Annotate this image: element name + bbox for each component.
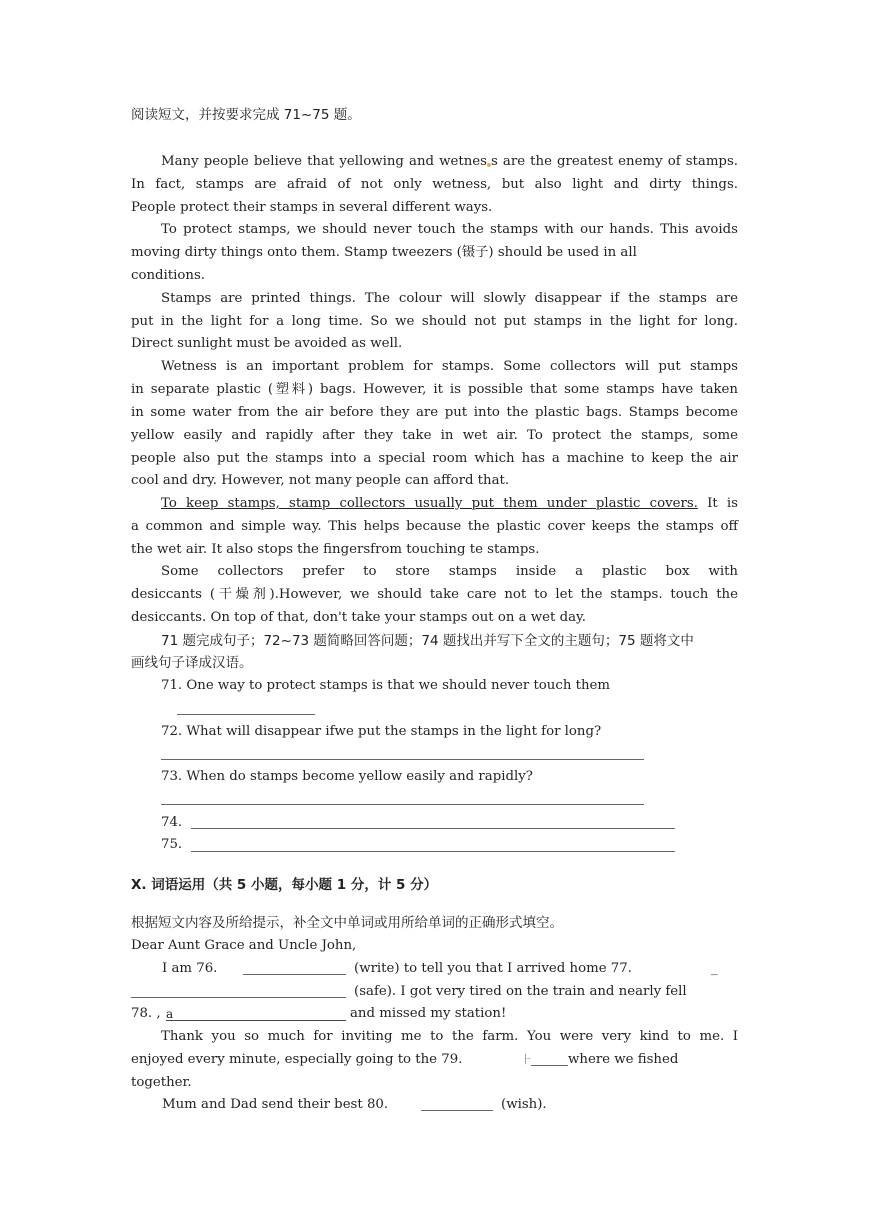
letter-line5-end: where we fished [568, 1052, 679, 1067]
passage-p6-line2: desiccants (干燥剂).However, we should take care not to let the stamps. touch the [131, 587, 738, 602]
blank-80[interactable] [421, 1110, 493, 1111]
passage-p2-line1: To protect stamps, we should never touch the stamps with our hands. This avoids [161, 222, 738, 237]
letter-salutation: Dear Aunt Grace and Uncle John, [131, 938, 357, 953]
passage-p6-line1: Some collectors prefer to store stamps inside a plastic box with [161, 564, 738, 579]
answer-line-73[interactable] [161, 804, 644, 805]
letter-line7-end: (wish). [501, 1097, 547, 1112]
section-x-instruction: 根据短文内容及所给提示，补全文中单词或用所给单词的正确形式填空。 [131, 915, 563, 931]
letter-line1-start: I am 76. [162, 961, 218, 976]
passage-p5-line1 [161, 495, 738, 513]
letter-line2-text: (safe). I got very tired on the train and nearly fell [354, 984, 687, 999]
task-instruction-line1: 71 题完成句子；72~73 题简略回答问题；74 题找出并写下全文的主题句；75 题将文中 [161, 633, 694, 649]
reading-instruction: 阅读短文，并按要求完成 71~75 题。 [131, 107, 361, 123]
passage-p2-line2: moving dirty things onto them. Stamp tweezers (镊子) should be used in all [131, 245, 637, 260]
passage-p4-line5: people also put the stamps into a special room which has a machine to keep the air [131, 451, 738, 466]
letter-line7-start: Mum and Dad send their best 80. [162, 1097, 389, 1112]
answer-line-71[interactable] [177, 714, 315, 715]
passage-p3-line1: Stamps are printed things. The colour will slowly disappear if the stamps are [161, 291, 738, 306]
passage-p1-line3: People protect their stamps in several different ways. [131, 200, 493, 215]
underlined-sentence: To keep stamps, stamp collectors usually put them under plastic covers. [161, 496, 698, 511]
blank-76[interactable] [243, 974, 346, 975]
question-75-label: 75. [161, 837, 183, 852]
blank-78[interactable]: a [166, 1005, 346, 1021]
question-73: 73. When do stamps become yellow easily and rapidly? [161, 769, 533, 784]
passage-p6-line3: desiccants. On top of that, don't take your stamps out on a wet day. [131, 610, 587, 625]
task-instruction-line2: 画线句子译成汉语。 [131, 655, 253, 671]
passage-p5-line1-rest: It is [697, 496, 738, 511]
ink-glyph: ⺊ [521, 1053, 532, 1066]
answer-line-74[interactable] [191, 828, 675, 829]
letter-line5-start: enjoyed every minute, especially going to the 79. [131, 1052, 463, 1067]
letter-line3-end: and missed my station! [350, 1006, 507, 1021]
passage-p4-line6: cool and dry. However, not many people can afford that. [131, 473, 510, 488]
passage-p5-line3: the wet air. It also stops the fingersfrom touching te stamps. [131, 542, 540, 557]
letter-line4: Thank you so much for inviting me to the farm. You were very kind to me. I [161, 1029, 738, 1044]
passage-p1-line1: Many people believe that yellowing and wetnes s are the greatest enemy of stamps. [161, 154, 738, 169]
passage-p4-line2: in separate plastic (塑料) bags. However, it is possible that some stamps have taken [131, 382, 738, 397]
answer-line-75[interactable] [191, 851, 675, 852]
blank-79[interactable] [531, 1065, 568, 1066]
letter-line1-end: _ [711, 961, 718, 976]
question-74-label: 74. [161, 815, 183, 830]
question-71: 71. One way to protect stamps is that we should never touch them [161, 678, 610, 693]
answer-line-72[interactable] [161, 759, 644, 760]
letter-line3-start: 78. , [131, 1006, 161, 1021]
passage-p3-line3: Direct sunlight must be avoided as well. [131, 336, 403, 351]
ink-mark [487, 163, 491, 167]
section-x-heading: X. 词语运用（共 5 小题，每小题 1 分，计 5 分） [131, 877, 438, 893]
question-72: 72. What will disappear ifwe put the stamps in the light for long? [161, 724, 602, 739]
passage-p3-line2: put in the light for a long time. So we should not put stamps in the light for long. [131, 314, 738, 329]
passage-p2-line3: conditions. [131, 268, 205, 283]
blank-77[interactable] [131, 997, 346, 998]
passage-p4-line3: in some water from the air before they are put into the plastic bags. Stamps become [131, 405, 738, 420]
passage-p1-line2: In fact, stamps are afraid of not only wetness, but also light and dirty things. [131, 177, 738, 192]
passage-p4-line4: yellow easily and rapidly after they take in wet air. To protect the stamps, some [131, 428, 738, 443]
letter-line1-mid: (write) to tell you that I arrived home 77. [354, 961, 632, 976]
passage-p5-line2: a common and simple way. This helps because the plastic cover keeps the stamps off [131, 519, 738, 534]
passage-p4-line1: Wetness is an important problem for stamps. Some collectors will put stamps [161, 359, 738, 374]
letter-line6: together. [131, 1075, 192, 1090]
